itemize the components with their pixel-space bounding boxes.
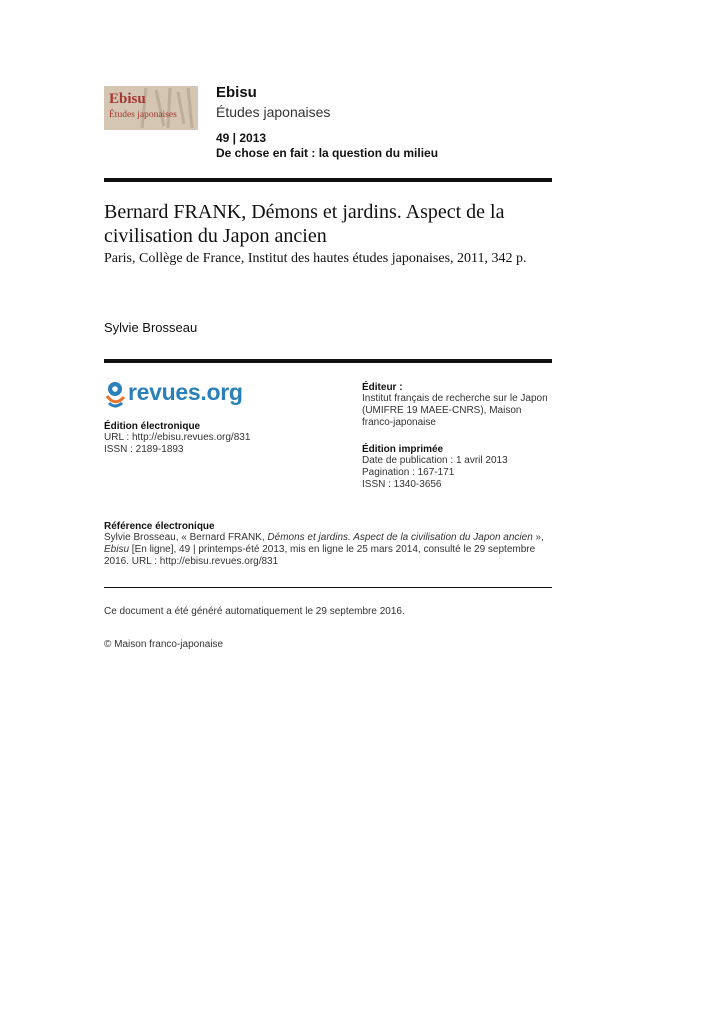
edition-imprimee-heading: Édition imprimée <box>362 444 444 455</box>
reference-part4: [En ligne], 49 | printemps-été 2013, mis en ligne le 25 mars 2014, consulté le 29 septembre 2016. URL : http://ebisu.revues.org/831 <box>104 544 536 567</box>
copyright-notice: © Maison franco-japonaise <box>104 639 224 650</box>
generated-notice: Ce document a été généré automatiquement le 29 septembre 2016. <box>104 606 405 617</box>
journal-subtitle: Études japonaises <box>216 104 331 120</box>
article-title <box>104 200 544 248</box>
edition-imprimee-date: Date de publication : 1 avril 2013 <box>362 455 508 466</box>
edition-electronique-url[interactable]: URL : http://ebisu.revues.org/831 <box>104 432 251 443</box>
bottom-divider <box>104 587 552 588</box>
revues-org-logo-icon <box>104 380 126 410</box>
edition-electronique-heading: Édition électronique <box>104 421 201 432</box>
edition-imprimee-issn: ISSN : 1340-3656 <box>362 479 442 490</box>
publication-info: Paris, Collège de France, Institut des hautes études japonaises, 2011, 342 p. <box>104 251 527 266</box>
reference-journal: Ebisu <box>104 544 130 555</box>
reference-heading: Référence électronique <box>104 521 215 532</box>
edition-imprimee-pagination: Pagination : 167-171 <box>362 467 455 478</box>
issue-theme: De chose en fait : la question du milieu <box>216 146 439 160</box>
revues-org-logo[interactable] <box>104 380 254 410</box>
reference-part3: », <box>532 532 544 543</box>
editeur-section <box>362 382 552 429</box>
article-title-rest: , Démons et jardins. Aspect de la civilisation du Japon ancien <box>104 201 505 247</box>
edition-electronique-section <box>104 421 250 456</box>
editeur-text: Institut français de recherche sur le Japon (UMIFRE 19 MAEE-CNRS), Maison franco-japonaise <box>362 393 548 428</box>
journal-title: Ebisu <box>216 84 257 101</box>
article-author-first: Bernard <box>104 201 169 223</box>
cover-title: Ebisu <box>109 91 146 107</box>
reviewer-name: Sylvie Brosseau <box>104 320 198 335</box>
reference-title: Démons et jardins. Aspect de la civilisation du Japon ancien <box>267 532 533 543</box>
reference-citation <box>104 532 552 568</box>
cover-subtitle: Études japonaises <box>109 110 177 120</box>
top-divider <box>104 178 552 182</box>
journal-cover-image <box>104 86 198 130</box>
reference-author: FRANK <box>227 532 262 543</box>
article-author-last: FRANK <box>173 201 242 223</box>
editeur-heading: Éditeur : <box>362 382 403 393</box>
reference-electronique-section <box>104 521 552 568</box>
issue-number: 49 | 2013 <box>216 131 267 145</box>
middle-divider <box>104 359 552 363</box>
edition-electronique-issn: ISSN : 2189-1893 <box>104 444 184 455</box>
reference-part2: , <box>261 532 268 543</box>
revues-org-logo-text: revues.org <box>128 379 243 405</box>
edition-imprimee-section <box>362 444 552 491</box>
reference-part1: Sylvie Brosseau, « Bernard <box>104 532 228 543</box>
